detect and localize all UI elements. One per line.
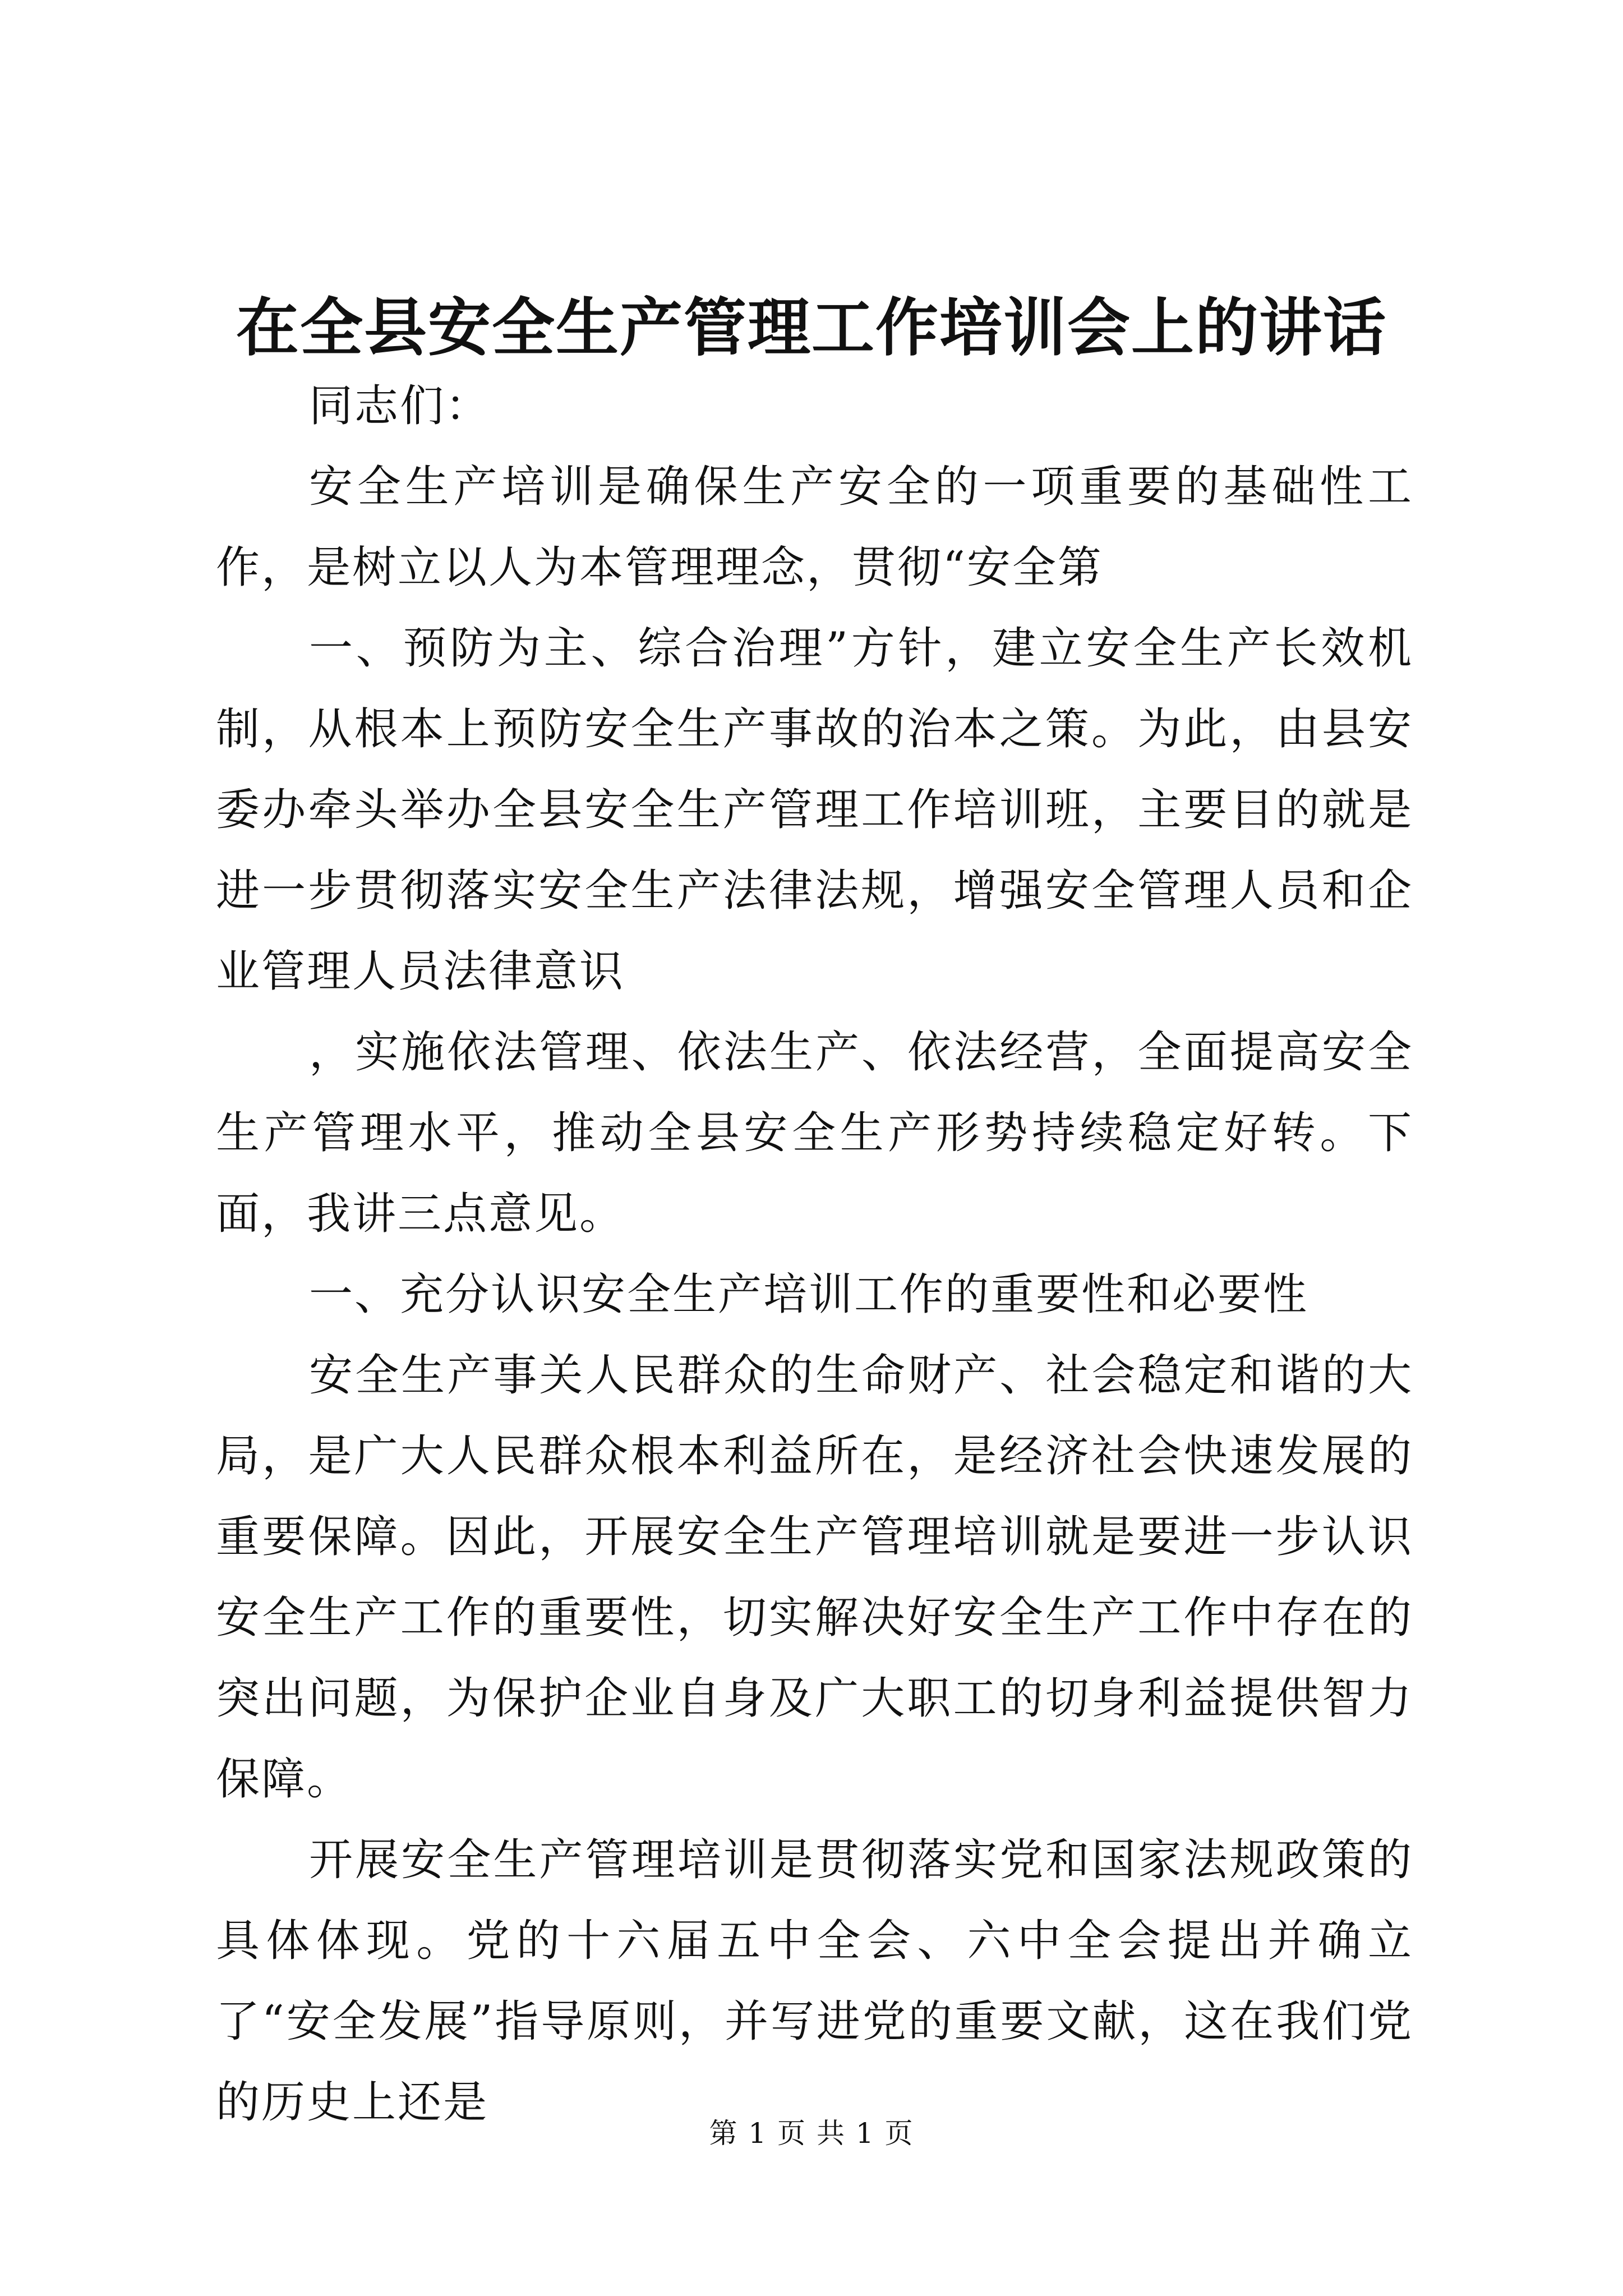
greeting-paragraph: 同志们： <box>309 381 491 431</box>
page-number-footer: 第 1 页 共 1 页 <box>709 2117 914 2150</box>
section-heading: 一、充分认识安全生产培训工作的重要性和必要性 <box>309 1269 1309 1320</box>
body-paragraph: 开展安全生产管理培训是贯彻落实党和国家法规政策的具体体现。党的十六届五中全会、六中全会提出并确立了“安全发展”指导原则，并写进党的重要文献，这在我们党的历史上还是 <box>216 1835 1413 2128</box>
body-paragraph: 一、预防为主、综合治理”方针，建立安全生产长效机制，从根本上预防安全生产事故的治本之策。为此，由县安委办牵头举办全县安全生产管理工作培训班，主要目的就是进一步贯彻落实安全生产法律法规，增强安全管理人员和企业管理人员法律意识 <box>216 623 1413 997</box>
document-body <box>216 366 1413 2143</box>
body-paragraph: 安全生产培训是确保生产安全的一项重要的基础性工作，是树立以人为本管理理念，贯彻“安全第 <box>216 462 1413 593</box>
document-title: 在全县安全生产管理工作培训会上的讲话 <box>236 291 1387 365</box>
body-paragraph: 安全生产事关人民群众的生命财产、社会稳定和谐的大局，是广大人民群众根本利益所在，是经济社会快速发展的重要保障。因此，开展安全生产管理培训就是要进一步认识安全生产工作的重要性，切实解决好安全生产工作中存在的突出问题，为保护企业自身及广大职工的切身利益提供智力保障。 <box>216 1350 1413 1805</box>
body-paragraph: ，实施依法管理、依法生产、依法经营，全面提高安全生产管理水平，推动全县安全生产形势持续稳定好转。下面，我讲三点意见。 <box>216 1027 1413 1239</box>
